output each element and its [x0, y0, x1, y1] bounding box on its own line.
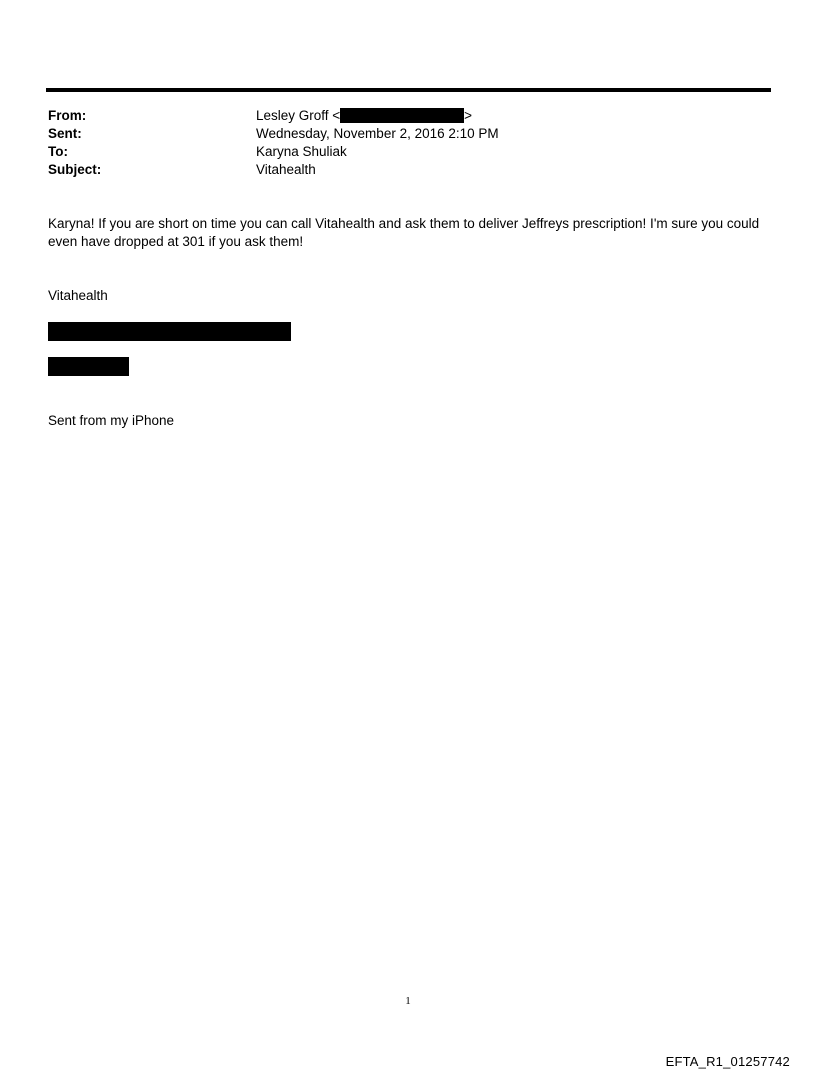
signature-name: Vitahealth: [48, 288, 108, 303]
body-paragraph: Karyna! If you are short on time you can call Vitahealth and ask them to deliver Jeffreys prescription! I'm sure you could even have dropped at 301 if you ask them!: [48, 216, 760, 249]
email-header: [48, 107, 499, 179]
from-value: [256, 107, 472, 125]
subject-row: [48, 161, 499, 179]
from-close: >: [464, 108, 473, 123]
header-divider: [46, 88, 771, 92]
sent-row: [48, 125, 499, 143]
from-label: From:: [48, 108, 87, 123]
redacted-block: [48, 322, 291, 341]
from-row: [48, 107, 499, 125]
sent-value: Wednesday, November 2, 2016 2:10 PM: [256, 126, 499, 141]
sent-from-signature: Sent from my iPhone: [48, 413, 175, 428]
to-label: To:: [48, 144, 68, 159]
page-number: 1: [405, 995, 411, 1007]
sent-label: Sent:: [48, 126, 82, 141]
from-name: Lesley Groff <: [256, 108, 341, 123]
email-body: [48, 215, 773, 251]
subject-label: Subject:: [48, 162, 102, 177]
redacted-block: [48, 357, 129, 376]
bates-number: EFTA_R1_01257742: [665, 1054, 790, 1069]
subject-value: Vitahealth: [256, 162, 316, 177]
redacted-email: [340, 108, 464, 123]
to-value: Karyna Shuliak: [256, 144, 347, 159]
to-row: [48, 143, 499, 161]
